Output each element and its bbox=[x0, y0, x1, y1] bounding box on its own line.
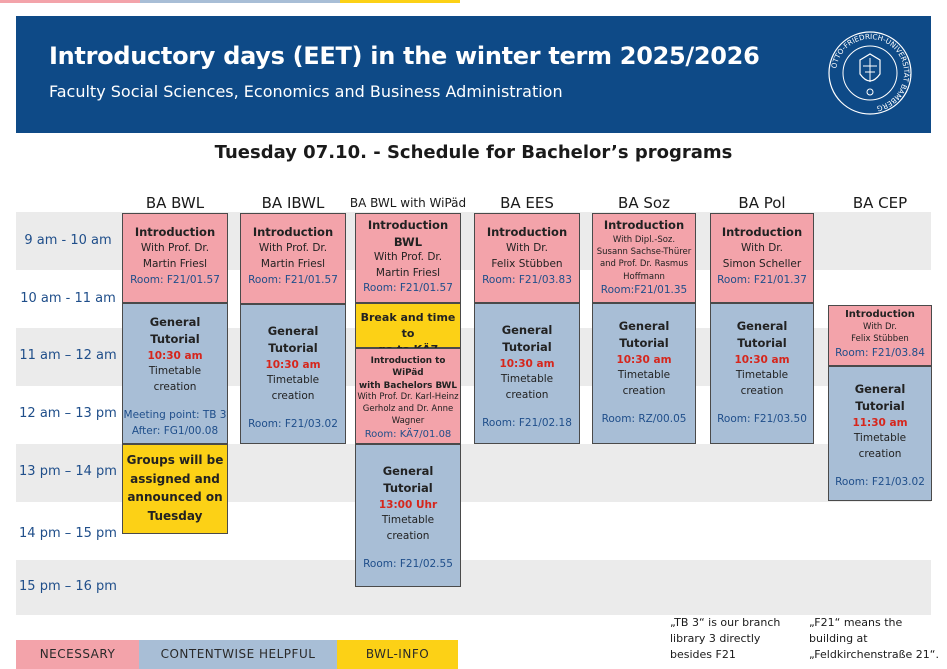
card-room: Room: F21/01.37 bbox=[717, 273, 807, 286]
card-title: Introduction bbox=[603, 218, 685, 232]
wipaed-general-tutorial-card bbox=[355, 444, 461, 587]
card-line: Susann Sachse-Thürer bbox=[596, 246, 692, 257]
card-title: General Tutorial bbox=[736, 319, 788, 351]
time-label: 12 am – 13 pm bbox=[19, 406, 117, 421]
card-line: Gerholz and Dr. Anne bbox=[362, 403, 454, 414]
card-room: Room: F21/03.84 bbox=[835, 346, 925, 359]
card-time: 10:30 am bbox=[265, 358, 321, 371]
card-line: Martin Friesl bbox=[142, 258, 208, 270]
card-line: Wagner bbox=[391, 415, 425, 426]
card-title: General Tutorial bbox=[149, 315, 201, 347]
card-line: announced on bbox=[127, 490, 223, 505]
card-line: creation bbox=[271, 390, 315, 402]
ibwl-introduction-card bbox=[240, 213, 346, 304]
card-time: 10:30 am bbox=[147, 349, 203, 362]
card-room: Room:F21/01.35 bbox=[600, 283, 688, 296]
ibwl-general-tutorial-card bbox=[240, 304, 346, 444]
card-room: Room: KÄ7/01.08 bbox=[364, 428, 452, 440]
page-subtitle: Faculty Social Sciences, Economics and Business Administration bbox=[49, 82, 563, 101]
wipaed-introduction-card bbox=[355, 213, 461, 303]
card-title: Introduction bbox=[252, 225, 334, 239]
card-room: Room: F21/01.57 bbox=[130, 273, 220, 286]
card-title: Introduction bbox=[721, 225, 803, 239]
card-time: 10:30 am bbox=[734, 353, 790, 366]
card-line: With Dr. bbox=[741, 242, 783, 255]
card-line: With Dr. bbox=[863, 322, 897, 332]
bwl-general-tutorial-card bbox=[122, 303, 228, 444]
bwl-groups-info-card bbox=[122, 444, 228, 534]
card-title: Introduction bbox=[486, 225, 568, 239]
footnote-f21 bbox=[809, 615, 947, 663]
card-line: Hoffmann bbox=[623, 271, 665, 282]
time-label: 15 pm – 16 pm bbox=[19, 579, 117, 594]
time-label: 10 am - 11 am bbox=[20, 291, 116, 306]
footnote-line: besides F21 bbox=[670, 648, 736, 661]
col-header-pol: BA Pol bbox=[738, 194, 786, 212]
card-title: General Tutorial bbox=[618, 319, 670, 351]
card-room: Room: F21/02.55 bbox=[363, 557, 453, 570]
pol-introduction-card bbox=[710, 213, 814, 303]
card-room: Room: F21/02.18 bbox=[482, 416, 572, 429]
footnote-line: library 3 directly bbox=[670, 632, 761, 645]
card-meeting-point: Meeting point: TB 3 bbox=[123, 408, 227, 421]
card-room: Room: RZ/00.05 bbox=[601, 412, 687, 425]
footnote-line: building at bbox=[809, 632, 868, 645]
page-title: Introductory days (EET) in the winter term 2025/2026 bbox=[49, 42, 760, 70]
card-line: Timetable bbox=[735, 369, 789, 382]
col-header-ees: BA EES bbox=[500, 194, 554, 212]
card-room: Room: F21/01.57 bbox=[248, 273, 338, 286]
schedule-heading: Tuesday 07.10. - Schedule for Bachelor’s programs bbox=[214, 142, 733, 163]
col-header-cep: BA CEP bbox=[852, 194, 908, 212]
soz-general-tutorial-card bbox=[592, 303, 696, 444]
svg-text:OTTO-FRIEDRICH-UNIVERSITÄT BAM: OTTO-FRIEDRICH-UNIVERSITÄT BAMBERG bbox=[829, 31, 912, 114]
card-room: Room: F21/01.57 bbox=[363, 281, 453, 294]
legend-contentwise-helpful: CONTENTWISE HELPFUL bbox=[139, 640, 337, 669]
card-title: Introduction bbox=[367, 218, 449, 232]
card-line: With Dr. bbox=[506, 242, 548, 255]
time-label: 14 pm – 15 pm bbox=[19, 526, 117, 541]
card-line: assigned and bbox=[130, 471, 220, 486]
time-row-band bbox=[16, 560, 931, 615]
card-after-room: After: FG1/00.08 bbox=[131, 424, 219, 437]
card-room: Room: F21/03.50 bbox=[717, 412, 807, 425]
card-line: creation bbox=[622, 385, 666, 397]
footnote-line: „F21“ means the bbox=[809, 616, 903, 629]
card-line: Timetable bbox=[381, 514, 435, 527]
card-title: General Tutorial bbox=[267, 324, 319, 356]
wipaed-intro-to-wipaed-card bbox=[355, 348, 461, 444]
col-header-soz: BA Soz bbox=[618, 194, 670, 212]
wipaed-break-card bbox=[355, 303, 461, 348]
card-line: Felix Stübben bbox=[491, 258, 563, 270]
top-color-strip bbox=[0, 0, 947, 3]
cep-general-tutorial-card bbox=[828, 366, 932, 501]
university-seal-logo bbox=[827, 30, 913, 116]
card-line: creation bbox=[858, 448, 902, 460]
card-line: creation bbox=[386, 530, 430, 542]
card-line: Simon Scheller bbox=[722, 258, 802, 270]
card-time: 10:30 am bbox=[616, 353, 672, 366]
card-title: Introduction bbox=[134, 225, 216, 239]
card-line: Break and time to bbox=[360, 311, 456, 340]
legend-necessary: NECESSARY bbox=[16, 640, 139, 669]
card-line: Timetable bbox=[266, 374, 320, 387]
card-line: creation bbox=[153, 381, 197, 393]
card-line: Timetable bbox=[148, 365, 202, 378]
legend-bwl-info: BWL-INFO bbox=[337, 640, 458, 669]
time-label: 13 pm – 14 pm bbox=[19, 464, 117, 479]
card-time: 10:30 am bbox=[499, 357, 555, 370]
card-time: 13:00 Uhr bbox=[378, 498, 438, 511]
card-line: With Dipl.-Soz. bbox=[612, 234, 676, 245]
card-line: Timetable bbox=[617, 369, 671, 382]
bwl-introduction-card bbox=[122, 213, 228, 303]
col-header-bwl: BA BWL bbox=[145, 194, 205, 212]
col-header-ibwl: BA IBWL bbox=[261, 194, 325, 212]
card-line: Timetable bbox=[853, 432, 907, 445]
card-line: Tuesday bbox=[147, 508, 203, 523]
col-header-bwl-wipaed: BA BWL with WiPäd bbox=[349, 196, 467, 210]
card-line: creation bbox=[505, 389, 549, 401]
card-line: creation bbox=[740, 385, 784, 397]
card-title-line2: with Bachelors BWL bbox=[359, 380, 457, 391]
soz-introduction-card bbox=[592, 213, 696, 303]
card-line: and Prof. Dr. Rasmus bbox=[599, 259, 689, 270]
card-room: Room: F21/03.02 bbox=[248, 417, 338, 430]
card-room: Room: F21/03.02 bbox=[835, 475, 925, 488]
card-title-line2: BWL bbox=[393, 234, 423, 249]
footnote-line: „Feldkirchenstraße 21“. bbox=[809, 648, 939, 661]
card-line: Felix Stübben bbox=[851, 333, 909, 344]
card-line: With Prof. Dr. bbox=[258, 242, 328, 255]
ees-introduction-card bbox=[474, 213, 580, 303]
card-line: With Prof. Dr. bbox=[140, 242, 210, 255]
card-title: Introduction to WiPäd bbox=[370, 356, 446, 379]
header-banner bbox=[16, 16, 931, 133]
card-room: Room: F21/03.83 bbox=[482, 273, 572, 286]
card-line: Groups will be bbox=[126, 453, 224, 467]
card-line: With Prof. Dr. bbox=[373, 251, 443, 264]
card-title: General Tutorial bbox=[382, 464, 434, 496]
footnote-tb3 bbox=[670, 615, 800, 663]
pol-general-tutorial-card bbox=[710, 303, 814, 444]
card-line: Martin Friesl bbox=[375, 266, 441, 279]
card-time: 11:30 am bbox=[852, 416, 908, 429]
card-line: Martin Friesl bbox=[260, 258, 326, 270]
card-line: Timetable bbox=[500, 373, 554, 386]
footnote-line: „TB 3“ is our branch bbox=[670, 616, 781, 629]
ees-general-tutorial-card bbox=[474, 303, 580, 444]
time-label: 11 am – 12 am bbox=[19, 348, 117, 363]
card-line: With Prof. Dr. Karl-Heinz bbox=[357, 391, 459, 402]
card-title: General Tutorial bbox=[854, 382, 906, 414]
cep-introduction-card bbox=[828, 305, 932, 366]
time-label: 9 am - 10 am bbox=[24, 233, 112, 248]
card-title: Introduction bbox=[845, 309, 915, 320]
card-title: General Tutorial bbox=[501, 323, 553, 355]
